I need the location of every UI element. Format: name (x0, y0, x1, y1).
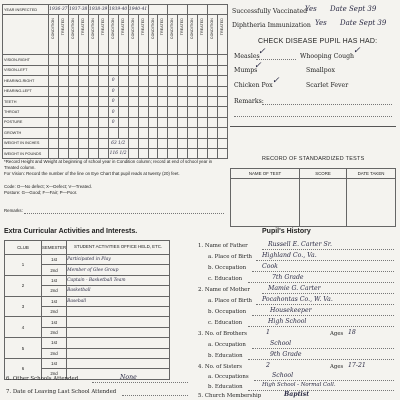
disease-smallpox-label: Smallpox (306, 67, 335, 74)
semester: 1st (42, 338, 67, 348)
father-edu-label: c. Education (208, 276, 243, 282)
posture-instructions: Posture: G—Good; F—Fair; P—Poor. (4, 190, 78, 195)
semester: 2nd (42, 306, 67, 316)
club-number: 2 (5, 275, 42, 296)
treated-header: TREATED (219, 18, 224, 36)
row-label: VISION-RIGHT (3, 55, 49, 65)
activity (67, 338, 170, 348)
semester: 2nd (42, 348, 67, 358)
extra-title: Extra Curricular Activities and Interests. (4, 228, 138, 235)
health-remarks-line (24, 213, 224, 214)
year-header: 1939-40 (108, 5, 128, 15)
tests-header-score: SCORE (300, 169, 347, 179)
year-header (148, 5, 168, 15)
last-school-label: 7. Date of Leaving Last School Attended (6, 389, 117, 395)
mother-label: 2. Name of Mother (198, 287, 250, 293)
extra-table (4, 240, 170, 380)
row-label: GROWTH (3, 128, 49, 138)
mother-education: High School (268, 318, 307, 325)
disease-scarlet-label: Scarlet Fever (306, 82, 349, 89)
activity (67, 369, 170, 379)
club-number: 1 (5, 255, 42, 276)
disease-chickenpox-label: Chicken Pox (234, 82, 273, 89)
treated-header: TREATED (80, 18, 85, 36)
tests-table (230, 168, 396, 227)
semester: 1st (42, 317, 67, 327)
row-label: WEIGHT IN POUNDS (3, 148, 49, 158)
row-label: VISION-LEFT (3, 65, 49, 75)
health-remarks-label: Remarks: (4, 208, 23, 213)
condition-header: CONDITION (70, 18, 75, 40)
semester: 1st (42, 358, 67, 368)
row-label: HEARING-RIGHT (3, 76, 49, 86)
condition-header: CONDITION (110, 18, 115, 40)
father-name: Russell E. Carter Sr. (268, 241, 332, 248)
sisters-occupation: School (272, 372, 294, 379)
mother-occupation: Housekeeper (270, 307, 312, 314)
semester: 2nd (42, 286, 67, 296)
treated-header: TREATED (60, 18, 65, 36)
condition-header: CONDITION (90, 18, 95, 40)
father-education: 7th Grade (272, 274, 304, 281)
father-birth-label: a. Place of Birth (208, 254, 252, 260)
year-header: 1936-37 (48, 5, 68, 15)
brothers-occupation: School (270, 340, 292, 347)
disease-title: CHECK DISEASE PUPIL HAS HAD: (258, 38, 378, 45)
vision-instructions: For Vision: Record the number of the line on Eye Chart that pupil reads at twenty (20) feet. (4, 171, 180, 176)
church-membership: Baptist (284, 391, 310, 398)
club-number: 5 (5, 338, 42, 359)
semester: 1st (42, 296, 67, 306)
measles-check-icon: ✓ (258, 47, 266, 57)
row-label: HEARING-LEFT (3, 86, 49, 96)
treated-header: TREATED (100, 18, 105, 36)
mother-occ-label: b. Occupation (208, 309, 247, 315)
condition-header: CONDITION (210, 18, 215, 40)
activity: Basketball (67, 286, 170, 296)
activity: Participated in Play (67, 255, 170, 265)
year-header (168, 5, 188, 15)
health-mark: 0 (108, 86, 118, 96)
sisters-ages: 17-21 (348, 362, 366, 369)
activity: Captain - Basketball Team (67, 275, 170, 285)
brothers-occ-label: a. Occupation (208, 342, 246, 348)
semester: 1st (42, 275, 67, 285)
health-mark (108, 128, 118, 138)
row-label: POSTURE (3, 117, 49, 127)
year-header: 1940-41 (128, 5, 148, 15)
health-mark: 0 (108, 76, 118, 86)
health-mark (108, 55, 118, 65)
mother-birth-label: a. Place of Birth (208, 298, 252, 304)
sisters-education: High School - Normal Coll. (262, 382, 336, 388)
vaccination-answer: Yes (305, 5, 317, 13)
father-occupation: Cook (262, 263, 278, 270)
history-title: Pupil's History (262, 228, 311, 235)
father-label: 1. Name of Father (198, 243, 248, 249)
vaccination-label: Successfully Vaccinated (232, 8, 308, 15)
father-birth: Highland Co., Va. (262, 252, 317, 259)
diphtheria-label: Diphtheria Immunization (232, 22, 311, 29)
mother-birth: Pocahontas Co., W. Va. (262, 296, 333, 303)
brothers-edu-label: b. Education (208, 353, 243, 359)
activity: Member of Glee Group (67, 265, 170, 275)
row-label: TEETH (3, 96, 49, 106)
semester: 1st (42, 255, 67, 265)
health-mark: 0 (108, 96, 118, 106)
activity (67, 348, 170, 358)
treated-header: TREATED (120, 18, 125, 36)
activity (67, 306, 170, 316)
treated-header: TREATED (140, 18, 145, 36)
condition-header: CONDITION (130, 18, 135, 40)
mother-edu-label: c. Education (208, 320, 243, 326)
disease-mumps-label: Mumps (234, 67, 258, 74)
height-weight-instructions: *Record Height and Weight at beginning of school year in Condition column; record at end of school year in Treated column. (4, 159, 213, 170)
whooping-check-icon: ✓ (353, 46, 361, 56)
condition-header: CONDITION (50, 18, 55, 40)
condition-header: CONDITION (170, 18, 175, 40)
disease-whooping-label: Whooping Cough (300, 53, 355, 60)
year-inspected-label: YEAR INSPECTED (3, 5, 49, 15)
activity (67, 317, 170, 327)
treated-header: TREATED (200, 18, 205, 36)
health-mark: 0 (108, 107, 118, 117)
year-header: 1938-39 (88, 5, 108, 15)
activity (67, 358, 170, 368)
tests-title: RECORD OF STANDARDIZED TESTS (262, 156, 365, 162)
semester: 2nd (42, 327, 67, 337)
semester: 2nd (42, 265, 67, 275)
brothers-count: 1 (266, 329, 270, 336)
condition-header: CONDITION (190, 18, 195, 40)
church-label: 5. Church Membership (198, 393, 262, 399)
sisters-occ-label: a. Occupations (208, 374, 249, 380)
year-header: 1937-38 (68, 5, 88, 15)
mumps-check-icon: ✓ (254, 61, 262, 71)
sisters-label: 4. No. of Sisters (198, 364, 242, 370)
code-instructions: Code: O—No defect; X—Defect; V—Treated. (4, 184, 92, 189)
year-header (188, 5, 208, 15)
row-label: THROAT (3, 107, 49, 117)
other-schools: None (120, 374, 137, 381)
sisters-count: 2 (266, 362, 270, 369)
other-schools-label: 6. Other Schools Attended (6, 376, 79, 382)
extra-header-activities: STUDENT ACTIVITIES OFFICE HELD, ETC. (67, 241, 170, 255)
club-number: 4 (5, 317, 42, 338)
sisters-edu-label: b. Education (208, 384, 243, 390)
sisters-ages-label: Ages (330, 364, 344, 370)
activity (67, 327, 170, 337)
brothers-ages: 18 (348, 329, 356, 336)
mother-name: Mamie G. Carter (268, 285, 321, 292)
extra-header-semester: SEMESTER (42, 241, 67, 255)
activity: Baseball (67, 296, 170, 306)
year-header (208, 5, 228, 15)
row-label: WEIGHT IN INCHES (3, 138, 49, 148)
extra-header-club: CLUB (5, 241, 42, 255)
brothers-education: 9th Grade (270, 351, 302, 358)
club-number: 6 (5, 358, 42, 379)
tests-header-name: NAME OF TEST (231, 169, 300, 179)
semester: 2nd (42, 369, 67, 379)
treated-header: TREATED (160, 18, 165, 36)
disease-measles-label: Measles (234, 53, 260, 60)
club-number: 3 (5, 296, 42, 317)
height-value: 63 1/2 (108, 138, 128, 148)
brothers-ages-label: Ages (330, 331, 344, 337)
weight-value: 116 1/2 (108, 148, 128, 158)
tests-header-date: DATE TAKEN (347, 169, 396, 179)
condition-header: CONDITION (150, 18, 155, 40)
brothers-label: 3. No. of Brothers (198, 331, 248, 337)
chickenpox-check-icon: ✓ (272, 76, 280, 86)
vaccination-date: Date Sept 39 (330, 5, 377, 13)
father-occ-label: b. Occupation (208, 265, 247, 271)
diphtheria-answer: Yes (315, 19, 327, 27)
treated-header: TREATED (180, 18, 185, 36)
health-mark: 0 (108, 117, 118, 127)
health-mark (108, 65, 118, 75)
disease-remarks-label: Remarks: (234, 98, 264, 105)
diphtheria-date: Date Sept 39 (340, 19, 387, 27)
